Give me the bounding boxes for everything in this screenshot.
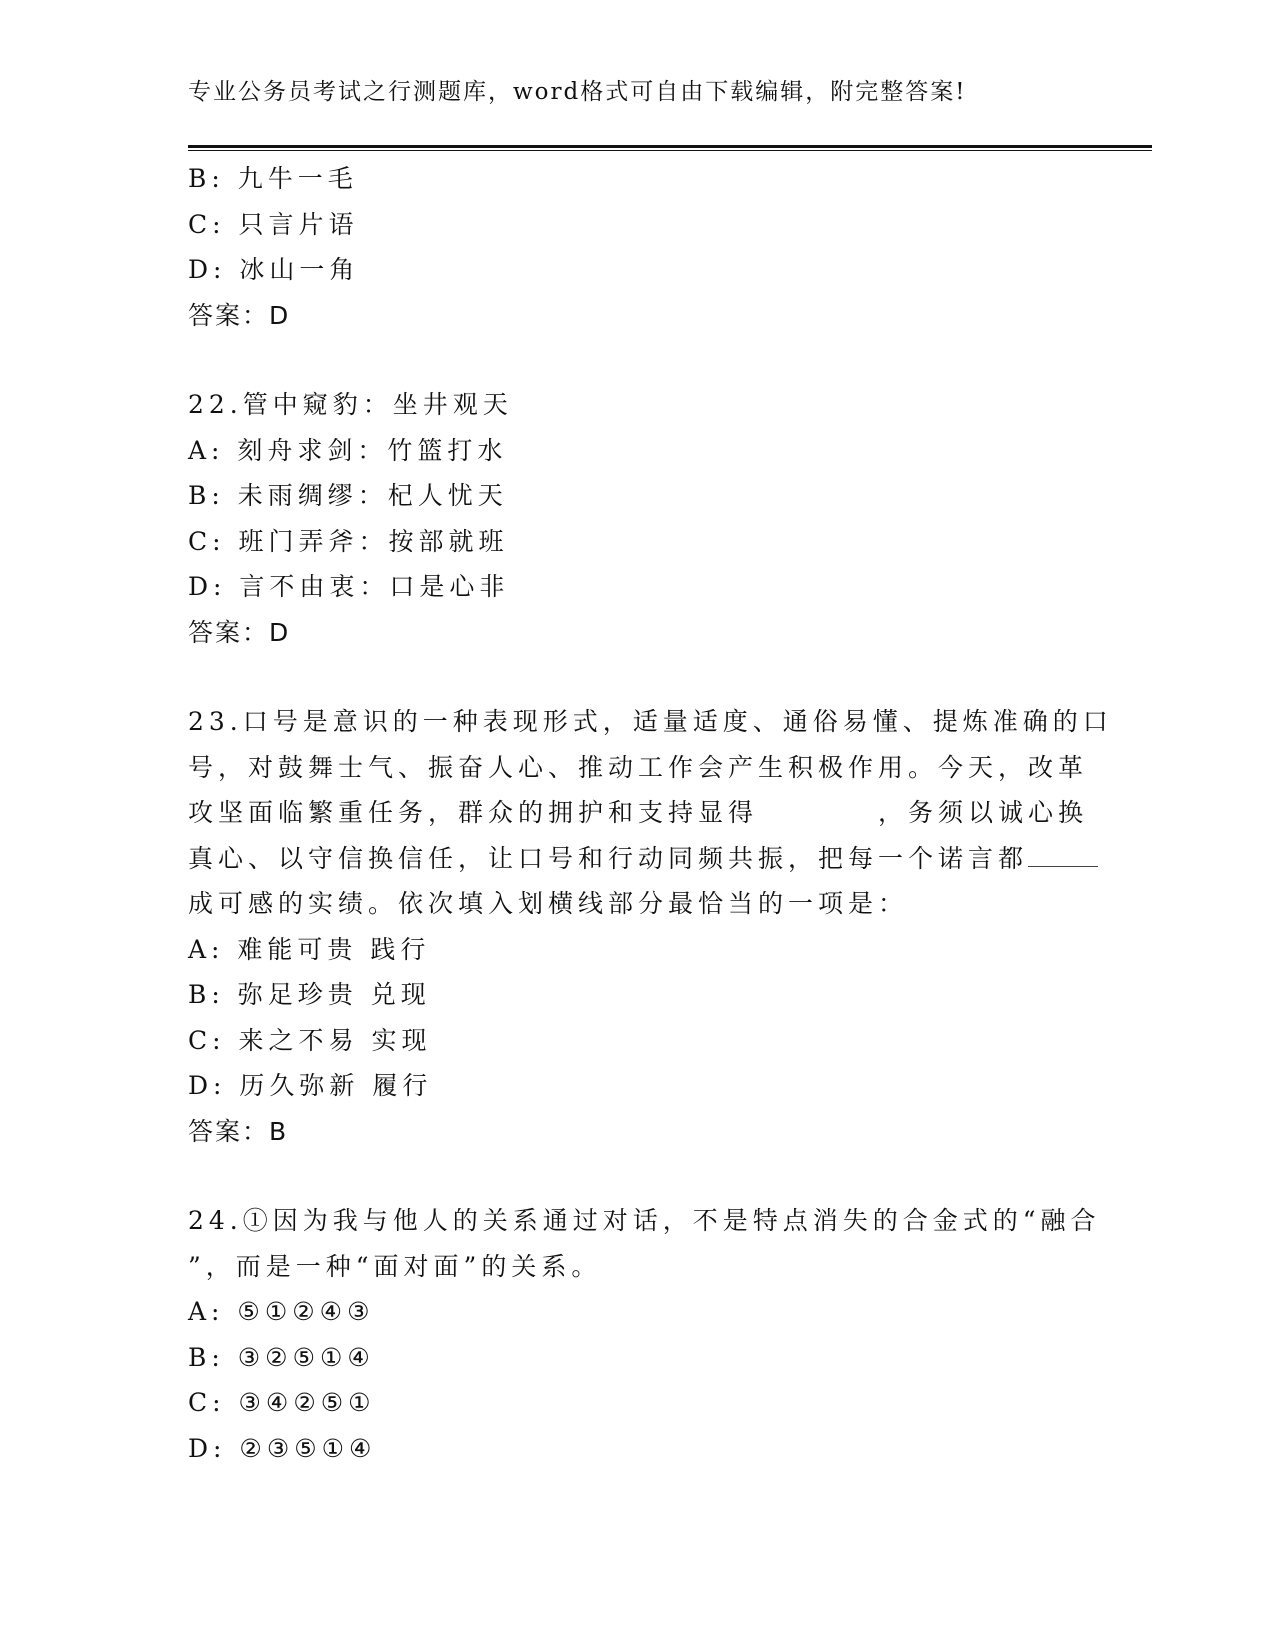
option-a: A: 难能可贵 践行	[188, 934, 431, 964]
stem-segment: ，务须以诚心换	[878, 798, 1089, 827]
spacer	[188, 655, 1088, 699]
option-a: A: 刻舟求剑：竹篮打水	[188, 435, 508, 465]
answer: 答案：D	[188, 617, 291, 647]
option-c: C: 来之不易 实现	[188, 1025, 432, 1055]
option-b: B: 弥足珍贵 兑现	[188, 980, 431, 1009]
option-b: B: 未雨绸缪：杞人忧天	[188, 481, 508, 510]
question-stem-line	[188, 790, 1088, 836]
option-c: C: 班门弄斧：按部就班	[188, 526, 509, 556]
question-24	[188, 1198, 1101, 1471]
answer: 答案：B	[188, 1116, 289, 1146]
spacer	[188, 1154, 1088, 1198]
option-c: C: 只言片语	[188, 209, 359, 239]
fill-blank-underline	[1028, 840, 1098, 867]
spacer	[188, 338, 1088, 382]
question-stem-line: ”，而是一种“面对面”的关系。	[188, 1251, 602, 1281]
option-d: D: 冰山一角	[188, 255, 360, 284]
question-stem-line: 24.①因为我与他人的关系通过对话，不是特点消失的合金式的“融合	[188, 1206, 1101, 1235]
question-23	[188, 699, 1113, 1154]
header-rule-thick	[188, 145, 1152, 148]
question-stem: 22.管中窥豹：坐井观天	[188, 390, 513, 419]
answer: 答案：D	[188, 300, 291, 330]
option-c: C: ③④②⑤①	[188, 1388, 376, 1417]
option-d: D: ②③⑤①④	[188, 1433, 377, 1463]
option-a: A: ⑤①②④③	[188, 1297, 375, 1326]
question-stem-line: 23.口号是意识的一种表现形式，适量适度、通俗易懂、提炼准确的口	[188, 707, 1113, 736]
option-b: B: ③②⑤①④	[188, 1342, 375, 1372]
option-d: D: 言不由衷：口是心非	[188, 572, 510, 601]
option-d: D: 历久弥新 履行	[188, 1071, 433, 1100]
question-stem-line: 成可感的实绩。依次填入划横线部分最恰当的一项是：	[188, 889, 909, 918]
question-21-tail	[188, 156, 1088, 338]
question-stem-line: 号，对鼓舞士气、振奋人心、推动工作会产生积极作用。今天，改革	[188, 752, 1089, 782]
header-rule-thin	[188, 150, 1152, 151]
question-content	[188, 156, 1113, 1471]
stem-segment: 真心、以守信换信任，让口号和行动同频共振，把每一个诺言都	[188, 843, 1029, 873]
option-b: B: 九牛一毛	[188, 164, 358, 193]
stem-segment: 攻坚面临繁重任务，群众的拥护和支持显得	[188, 798, 759, 827]
question-stem-line	[188, 836, 1088, 882]
question-22	[188, 382, 1088, 655]
page-header: 专业公务员考试之行测题库，word格式可自由下载编辑，附完整答案!	[188, 79, 967, 105]
